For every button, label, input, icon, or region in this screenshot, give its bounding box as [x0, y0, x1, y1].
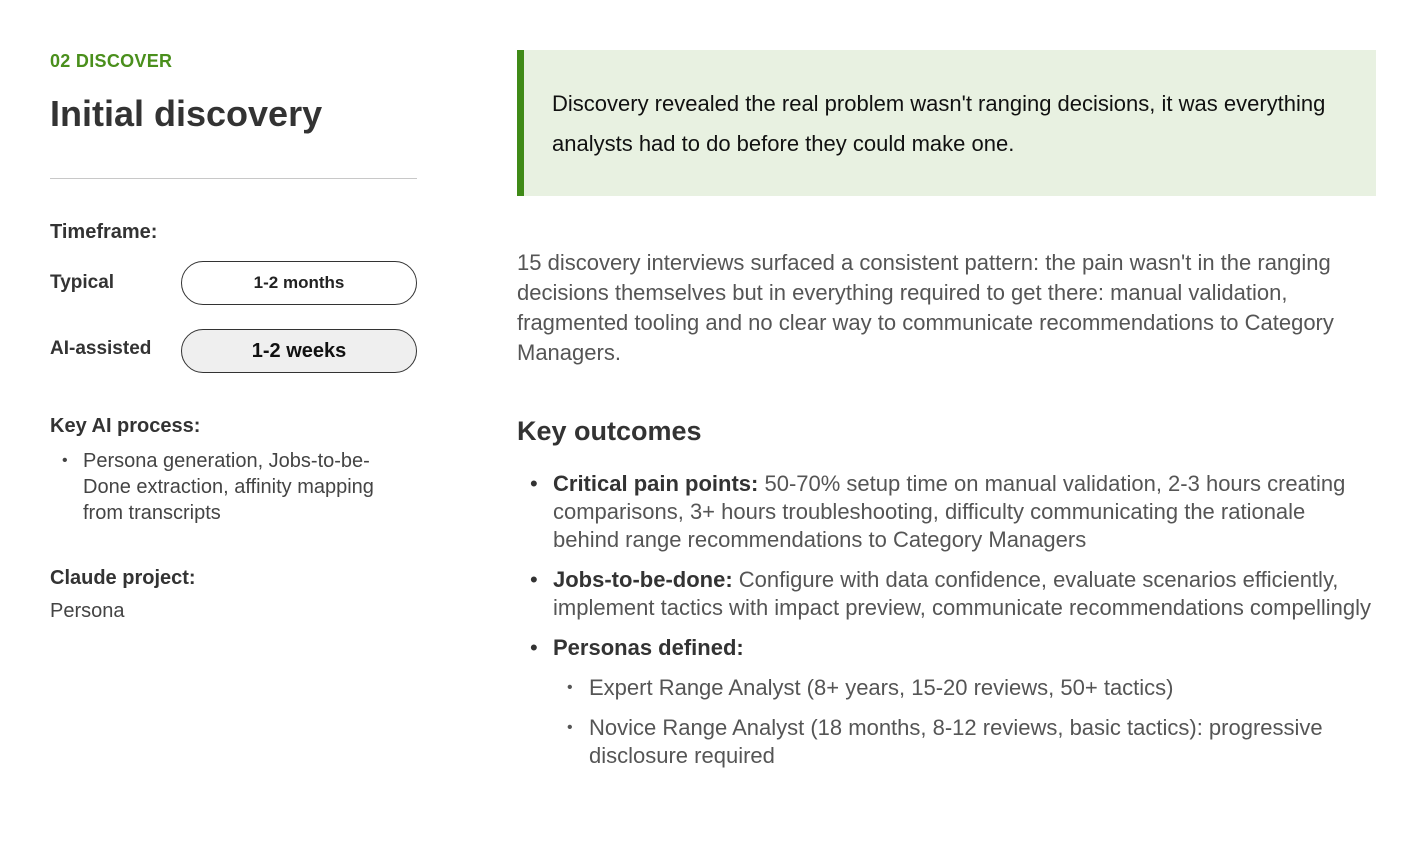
key-outcomes-heading: Key outcomes	[517, 416, 702, 446]
section-eyebrow: 02 DISCOVER	[50, 51, 173, 71]
bullet-icon: •	[530, 635, 538, 660]
ai-assisted-timeframe-badge: 1-2 weeks	[181, 329, 417, 373]
persona-text: Expert Range Analyst (8+ years, 15-20 reviews, 50+ tactics)	[589, 675, 1174, 700]
list-item	[553, 714, 1376, 770]
list-item	[553, 674, 1376, 702]
persona-text: Novice Range Analyst (18 months, 8-12 reviews, basic tactics): progressive disclosure required	[589, 715, 1323, 768]
outcome-text: 50-70% setup time on manual validation, 2-3 hours creating comparisons, 3+ hours troubleshooting, difficulty communicating the rationale behind range recommendations to Category Managers	[553, 471, 1346, 552]
list-item	[50, 448, 417, 526]
key-insight-callout	[517, 50, 1376, 196]
outcome-term: Critical pain points:	[553, 471, 759, 496]
page-title: Initial discovery	[50, 93, 323, 134]
list-item	[517, 634, 1376, 770]
title-divider	[50, 178, 417, 179]
bullet-icon: •	[62, 452, 68, 469]
list-item	[517, 566, 1376, 622]
list-item	[517, 470, 1376, 554]
timeframe-heading: Timeframe:	[50, 221, 158, 243]
key-ai-process-list	[50, 448, 417, 526]
outcome-term: Personas defined:	[553, 635, 744, 660]
ai-assisted-label: AI-assisted	[50, 338, 152, 359]
process-item-text: Persona generation, Jobs-to-be-Done extraction, affinity mapping from transcripts	[83, 450, 374, 524]
typical-timeframe-badge: 1-2 months	[181, 261, 417, 305]
intro-paragraph: 15 discovery interviews surfaced a consistent pattern: the pain wasn't in the ranging decisions themselves but in everything required to get there: manual validation, fragmented tooling and no clear way to communicate recommendations to Category Managers.	[517, 250, 1334, 365]
key-outcomes-list	[517, 470, 1376, 782]
typical-label: Typical	[50, 272, 115, 293]
bullet-icon: •	[530, 471, 538, 496]
personas-sublist	[553, 674, 1376, 770]
bullet-icon: •	[567, 719, 573, 736]
bullet-icon: •	[530, 567, 538, 592]
bullet-icon: •	[567, 679, 573, 696]
callout-text: Discovery revealed the real problem wasn't ranging decisions, it was everything analysts had to do before they could make one.	[552, 91, 1326, 156]
claude-project-value: Persona	[50, 600, 125, 622]
outcome-text: Configure with data confidence, evaluate scenarios efficiently, implement tactics with impact preview, communicate recommendations compellingly	[553, 567, 1371, 620]
claude-project-heading: Claude project:	[50, 567, 196, 589]
key-ai-process-heading: Key AI process:	[50, 415, 201, 437]
outcome-term: Jobs-to-be-done:	[553, 567, 733, 592]
